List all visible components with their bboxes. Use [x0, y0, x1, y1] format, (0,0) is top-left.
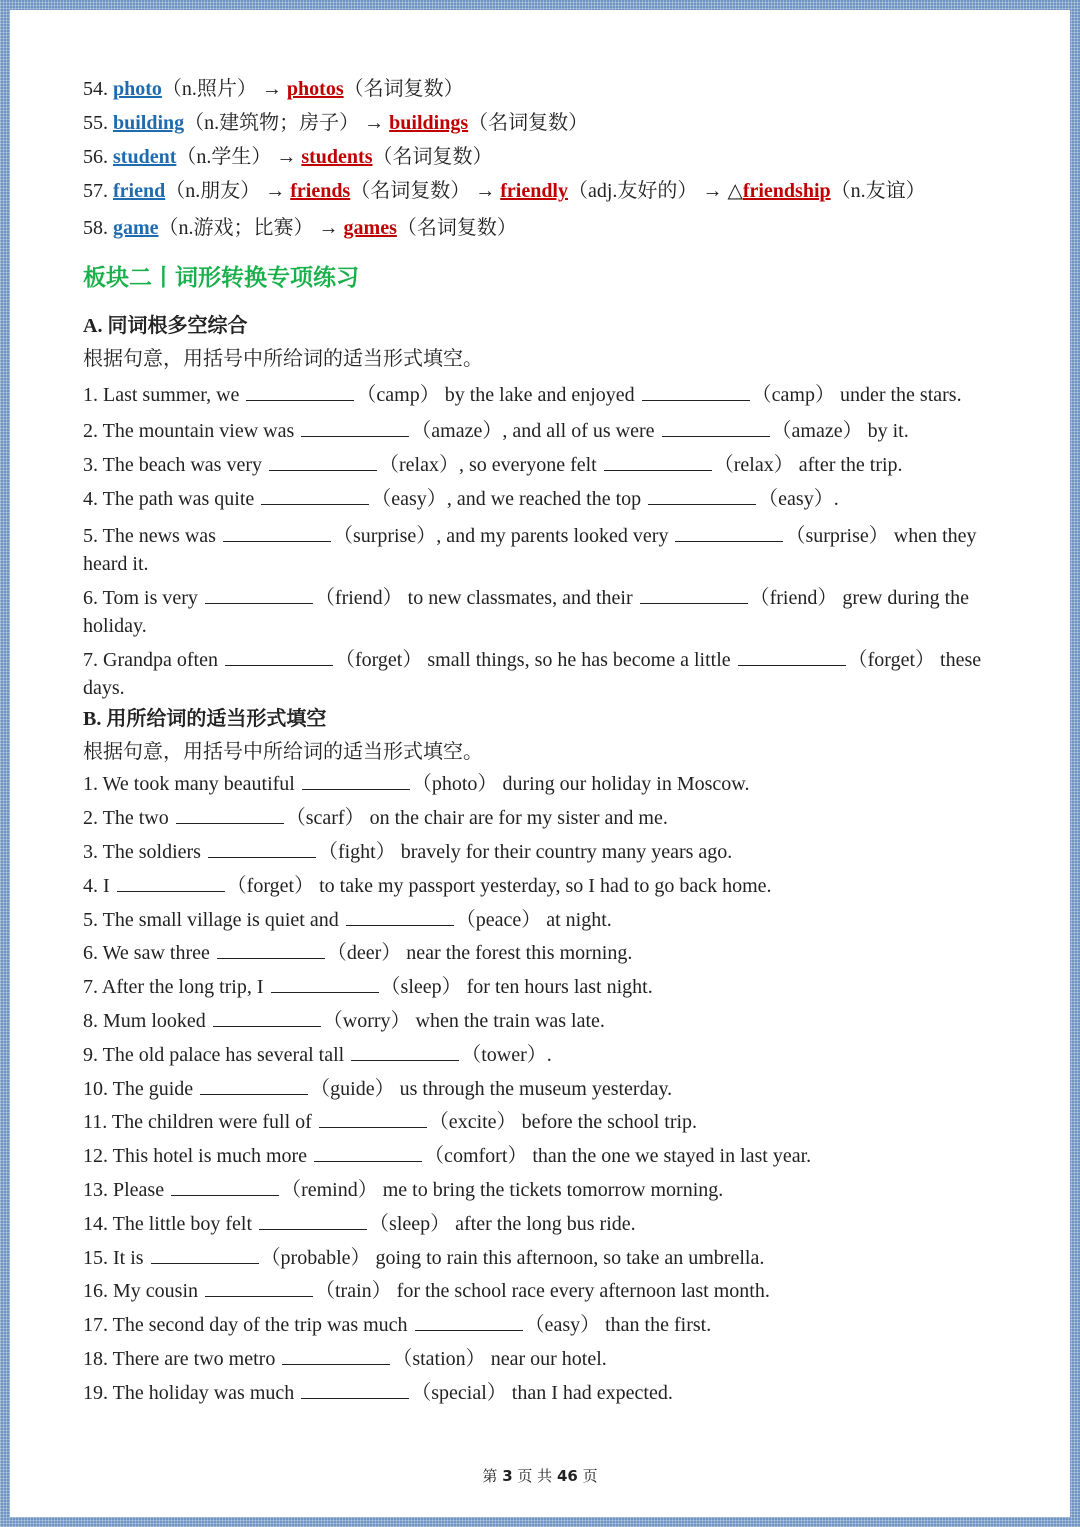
vocab-entry-58: 58. game（n.游戏；比赛） → games（名词复数） — [83, 217, 517, 239]
question-a3: 3. The beach was very （relax）, so everyone felt （relax） after the trip. — [83, 453, 903, 476]
answer-blank[interactable] — [225, 649, 333, 666]
answer-blank[interactable] — [282, 1348, 390, 1365]
question-b3: 3. The soldiers （fight） bravely for their country many years ago. — [83, 840, 733, 863]
question-b19: 19. The holiday was much （special） than I had expected. — [83, 1381, 673, 1404]
question-a5: 5. The news was （surprise）, and my parents looked very （surprise） when they heard it. — [83, 525, 977, 576]
answer-blank[interactable] — [213, 1010, 321, 1027]
answer-blank[interactable] — [208, 841, 316, 858]
answer-blank[interactable] — [640, 587, 748, 604]
question-a2: 2. The mountain view was （amaze）, and all of us were （amaze） by it. — [83, 420, 909, 442]
derived-word: friendship — [742, 180, 831, 202]
derived-word: friends — [290, 180, 351, 202]
question-b1: 1. We took many beautiful （photo） during our holiday in Moscow. — [83, 773, 750, 796]
part-a-instruction: 根据句意，用括号中所给词的适当形式填空。 — [83, 348, 483, 370]
question-b4: 4. I （forget） to take my passport yesterday, so I had to go back home. — [83, 874, 772, 897]
answer-blank[interactable] — [346, 909, 454, 926]
derived-word: students — [301, 146, 373, 168]
question-b10: 10. The guide （guide） us through the museum yesterday. — [83, 1077, 673, 1100]
vocab-entry-57: 57. friend（n.朋友） → friends（名词复数） → friendly（adj.友好的） → △friendship（n.友谊） — [83, 180, 926, 202]
question-b6: 6. We saw three （deer） near the forest this morning. — [83, 942, 633, 965]
answer-blank[interactable] — [675, 525, 783, 542]
question-b8: 8. Mum looked （worry） when the train was late. — [83, 1009, 605, 1032]
answer-blank[interactable] — [301, 1382, 409, 1399]
answer-blank[interactable] — [415, 1314, 523, 1331]
question-a4: 4. The path was quite （easy）, and we reached the top （easy）. — [83, 487, 839, 510]
answer-blank[interactable] — [205, 1280, 313, 1297]
answer-blank[interactable] — [151, 1247, 259, 1264]
derived-word: friendly — [500, 180, 568, 202]
answer-blank[interactable] — [302, 773, 410, 790]
answer-blank[interactable] — [319, 1111, 427, 1128]
answer-blank[interactable] — [648, 488, 756, 505]
vocab-entry-54: 54. photo（n.照片） → photos（名词复数） — [83, 78, 464, 100]
question-b18: 18. There are two metro （station） near our hotel. — [83, 1347, 607, 1370]
answer-blank[interactable] — [269, 454, 377, 471]
headword: friend — [113, 180, 166, 202]
question-b16: 16. My cousin （train） for the school race every afternoon last month. — [83, 1280, 770, 1303]
question-b17: 17. The second day of the trip was much （easy） than the first. — [83, 1314, 712, 1337]
answer-blank[interactable] — [738, 649, 846, 666]
question-b13: 13. Please （remind） me to bring the tickets tomorrow morning. — [83, 1178, 724, 1201]
headword: game — [113, 217, 159, 239]
part-b — [83, 702, 1008, 1410]
part-b-heading: B. 用所给词的适当形式填空 — [83, 708, 327, 731]
question-a7: 7. Grandpa often （forget） small things, so he has become a little （forget） these days. — [83, 649, 982, 700]
answer-blank[interactable] — [200, 1078, 308, 1095]
question-a1: 1. Last summer, we （camp） by the lake and enjoyed （camp） under the stars. — [83, 384, 962, 406]
question-b9: 9. The old palace has several tall （tower）. — [83, 1043, 552, 1066]
derived-word: games — [343, 217, 397, 239]
worksheet-page — [10, 10, 1070, 1517]
question-a6: 6. Tom is very （friend） to new classmates, and their （friend） grew during the holiday. — [83, 587, 970, 638]
question-b12: 12. This hotel is much more （comfort） than the one we stayed in last year. — [83, 1145, 812, 1168]
headword: student — [113, 146, 177, 168]
answer-blank[interactable] — [246, 384, 354, 401]
answer-blank[interactable] — [176, 807, 284, 824]
answer-blank[interactable] — [117, 875, 225, 892]
page-footer: 第 3 页 共 46 页 — [482, 1467, 598, 1485]
answer-blank[interactable] — [261, 488, 369, 505]
question-b7: 7. After the long trip, I （sleep） for ten hours last night. — [83, 976, 653, 999]
question-b15: 15. It is （probable） going to rain this afternoon, so take an umbrella. — [83, 1246, 765, 1269]
total-page-number: 46 — [556, 1467, 578, 1485]
derived-word: buildings — [389, 112, 469, 134]
question-b5: 5. The small village is quiet and （peace） at night. — [83, 908, 612, 931]
answer-blank[interactable] — [259, 1213, 367, 1230]
answer-blank[interactable] — [314, 1145, 422, 1162]
headword: building — [113, 112, 185, 134]
vocab-entry-55: 55. building（n.建筑物；房子） → buildings（名词复数） — [83, 112, 589, 134]
vocab-entry-56: 56. student（n.学生） → students（名词复数） — [83, 146, 493, 168]
part-a — [83, 309, 1008, 702]
part-b-instruction: 根据句意，用括号中所给词的适当形式填空。 — [83, 741, 483, 764]
question-b11: 11. The children were full of （excite） before the school trip. — [83, 1111, 698, 1134]
answer-blank[interactable] — [662, 420, 770, 437]
headword: photo — [113, 78, 162, 100]
answer-blank[interactable] — [223, 525, 331, 542]
answer-blank[interactable] — [271, 976, 379, 993]
answer-blank[interactable] — [604, 454, 712, 471]
answer-blank[interactable] — [171, 1179, 279, 1196]
vocab-list — [83, 72, 1008, 245]
answer-blank[interactable] — [351, 1044, 459, 1061]
answer-blank[interactable] — [642, 384, 750, 401]
question-b2: 2. The two （scarf） on the chair are for my sister and me. — [83, 807, 668, 830]
section-title: 板块二丨词形转换专项练习 — [83, 265, 359, 291]
answer-blank[interactable] — [217, 942, 325, 959]
page-content — [83, 72, 1008, 1411]
part-a-heading: A. 同词根多空综合 — [83, 315, 248, 337]
answer-blank[interactable] — [205, 587, 313, 604]
question-b14: 14. The little boy felt （sleep） after the long bus ride. — [83, 1212, 636, 1235]
current-page-number: 3 — [502, 1467, 513, 1485]
answer-blank[interactable] — [301, 420, 409, 437]
derived-word: photos — [286, 78, 344, 100]
